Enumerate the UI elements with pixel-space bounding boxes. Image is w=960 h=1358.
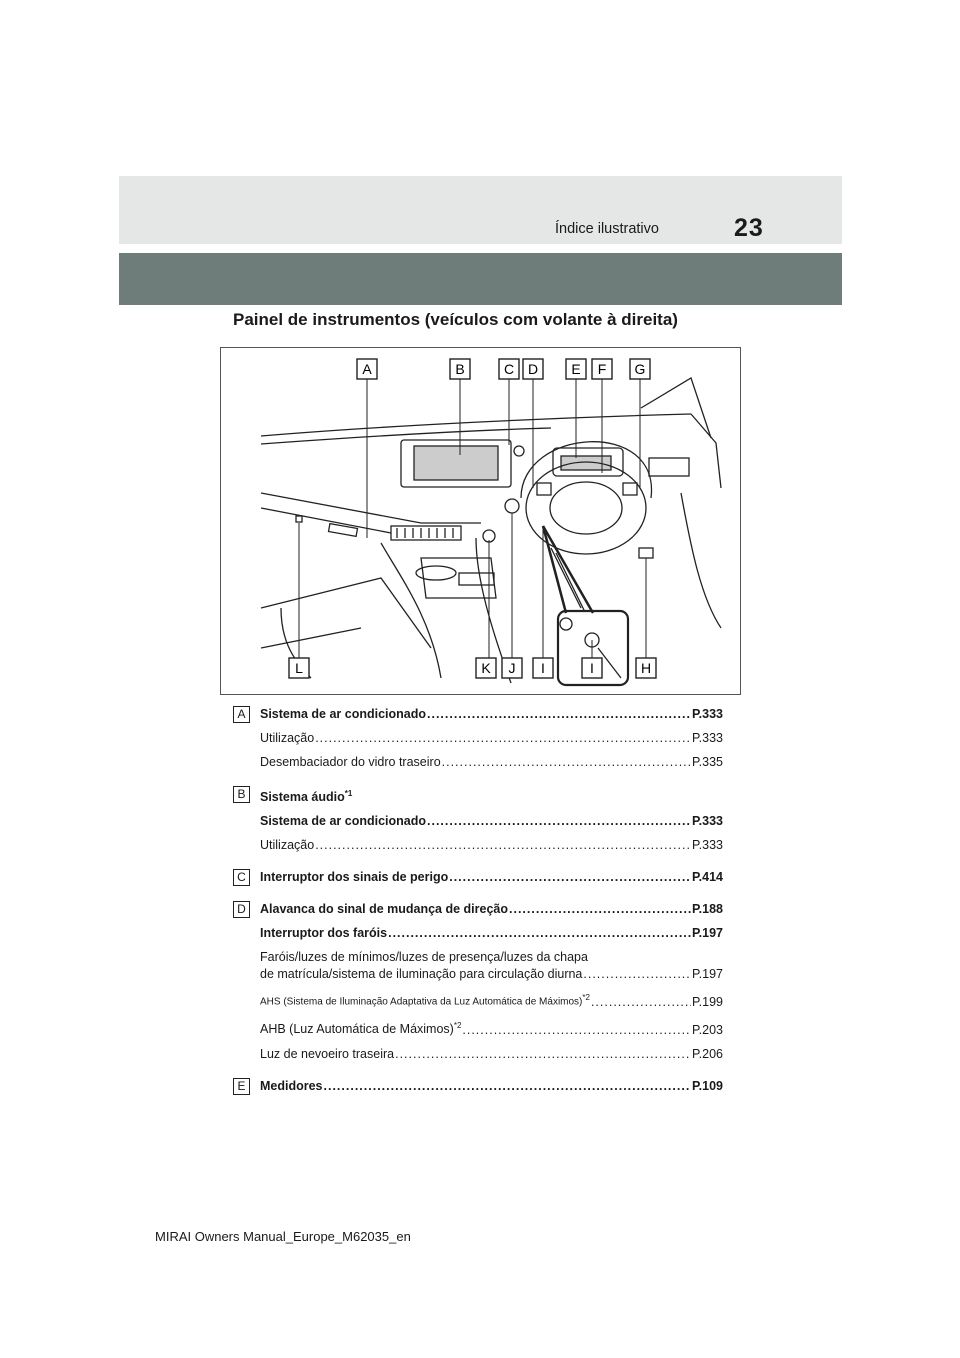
- page-reference[interactable]: P.333: [691, 731, 723, 745]
- callout-h: H: [640, 660, 652, 676]
- callout-i: I: [590, 660, 594, 676]
- callout-a: A: [362, 361, 372, 377]
- page-reference[interactable]: P.109: [691, 1078, 723, 1093]
- entry-badge: C: [233, 869, 250, 886]
- callout-k: K: [481, 660, 491, 676]
- dashboard-drawing: [221, 348, 740, 694]
- page-reference[interactable]: P.335: [691, 755, 723, 769]
- callout-b: B: [455, 361, 465, 377]
- dashboard-illustration: [220, 347, 741, 695]
- entry-label: Interruptor dos faróis: [260, 926, 388, 941]
- callout-f: F: [597, 361, 607, 377]
- dot-leader: [462, 1022, 691, 1038]
- callout-j: J: [508, 660, 516, 676]
- entry-label: AHS (Sistema de Iluminação Adaptativa da Luz Automática de Máximos)$^{*2}$: [260, 993, 590, 1008]
- page-reference[interactable]: P.197: [691, 967, 723, 982]
- entry-multiline: [260, 949, 723, 982]
- dot-leader: [583, 966, 691, 982]
- callouts-top: [357, 359, 650, 379]
- dot-leader: [591, 994, 691, 1010]
- entry-group: [233, 706, 723, 770]
- entry-label: Alavanca do sinal de mudança de direção: [260, 902, 509, 917]
- page-reference[interactable]: P.414: [691, 870, 723, 885]
- section-title: Índice ilustrativo: [555, 221, 659, 237]
- page-reference[interactable]: P.199: [691, 995, 723, 1010]
- entry-line: [260, 966, 723, 982]
- dot-leader: [395, 1046, 691, 1062]
- entry-badge: A: [233, 706, 250, 723]
- callout-e: E: [571, 361, 581, 377]
- callout-l: L: [295, 660, 303, 676]
- footnote-mark: *1: [344, 789, 353, 798]
- dot-leader: [449, 869, 691, 885]
- page-footer: MIRAI Owners Manual_Europe_M62035_en: [155, 1229, 411, 1244]
- entry-line: [260, 925, 723, 941]
- entry-label: Medidores: [260, 1078, 323, 1093]
- entry-label: Utilização: [260, 838, 315, 853]
- page-title: Painel de instrumentos (veículos com volante à direita): [233, 310, 678, 329]
- entry-label: AHB (Luz Automática de Máximos)$^{*2}$: [260, 1021, 462, 1037]
- entry-list: [233, 706, 723, 1110]
- page-reference[interactable]: P.333: [691, 838, 723, 853]
- dot-leader: [427, 706, 691, 722]
- callout-i: I: [541, 660, 545, 676]
- callout-d: D: [527, 361, 539, 377]
- dot-leader: [509, 901, 691, 917]
- entry-line: [260, 706, 723, 722]
- entry-line: [260, 1078, 723, 1094]
- entry-line: [260, 1018, 723, 1037]
- entry-badge: B: [233, 786, 250, 803]
- dot-leader: [442, 754, 691, 770]
- entry-group: [233, 901, 723, 1061]
- entry-line: [260, 869, 723, 885]
- entry-label: de matrícula/sistema de iluminação para circulação diurna: [260, 967, 583, 982]
- dot-leader: [388, 925, 691, 941]
- entry-group: [233, 786, 723, 853]
- header-dark-band: [119, 253, 842, 305]
- entry-line: [260, 901, 723, 917]
- footnote-mark: *2: [582, 993, 590, 1003]
- entry-label: Sistema áudio$^{*1}$: [260, 789, 353, 805]
- entry-badge: D: [233, 901, 250, 918]
- dot-leader: [427, 813, 691, 829]
- page-reference[interactable]: P.203: [691, 1022, 723, 1037]
- entry-line: [260, 1046, 723, 1062]
- entry-line: [260, 754, 723, 770]
- entry-label: Interruptor dos sinais de perigo: [260, 870, 449, 885]
- page-reference[interactable]: P.188: [691, 902, 723, 917]
- entry-group: [233, 1078, 723, 1094]
- entry-label: Sistema de ar condicionado: [260, 814, 427, 829]
- callout-g: G: [634, 361, 646, 377]
- entry-label: Utilização: [260, 731, 315, 745]
- entry-label: Luz de nevoeiro traseira: [260, 1046, 395, 1061]
- entry-line: [260, 990, 723, 1010]
- dot-leader: [315, 730, 691, 746]
- entry-line: [260, 813, 723, 829]
- entry-label-line1: Faróis/luzes de mínimos/luzes de presença/luzes da chapa: [260, 950, 588, 965]
- entry-label: Sistema de ar condicionado: [260, 707, 427, 721]
- entry-badge: E: [233, 1078, 250, 1095]
- callout-c: C: [503, 361, 515, 377]
- entry-line: [260, 837, 723, 853]
- page-reference[interactable]: P.333: [691, 814, 723, 829]
- entry-group: [233, 869, 723, 885]
- entry-line: [260, 730, 723, 746]
- callouts-bottom: [289, 658, 656, 678]
- page-reference[interactable]: P.333: [691, 707, 723, 721]
- page-number: 23: [734, 214, 764, 242]
- dot-leader: [324, 1078, 691, 1094]
- page-reference[interactable]: P.206: [691, 1046, 723, 1061]
- entry-line: [260, 786, 723, 805]
- dot-leader: [315, 837, 691, 853]
- page-reference[interactable]: P.197: [691, 926, 723, 941]
- footnote-mark: *2: [453, 1021, 462, 1031]
- entry-label: Desembaciador do vidro traseiro: [260, 755, 441, 769]
